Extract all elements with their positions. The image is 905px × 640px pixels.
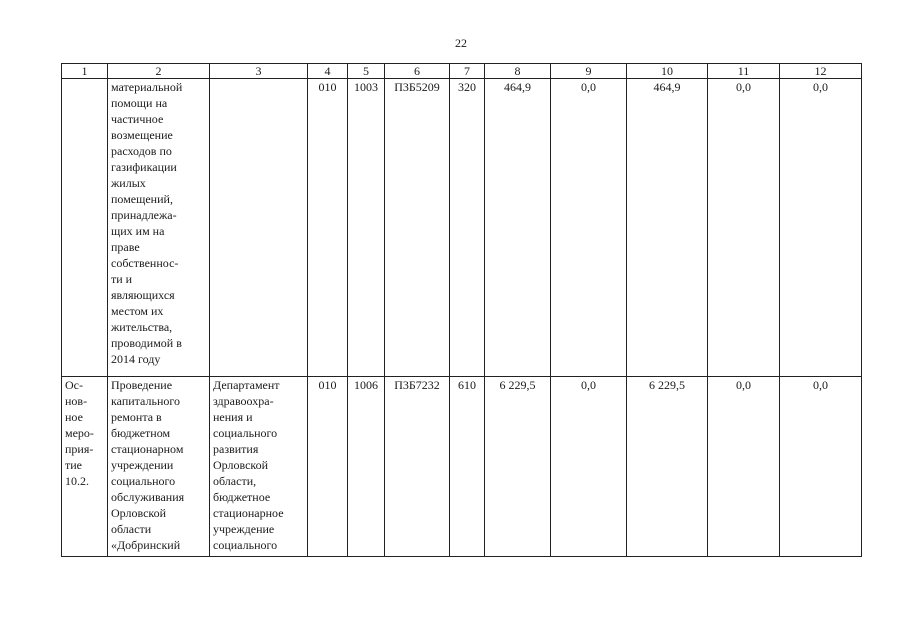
row1-rzpr: 1003 [348, 79, 385, 377]
col-header-8: 8 [485, 64, 551, 79]
col-header-12: 12 [780, 64, 862, 79]
col-header-1: 1 [62, 64, 108, 79]
row2-total: 6 229,5 [485, 377, 551, 557]
row1-activity-code [62, 79, 108, 377]
page-number: 22 [455, 36, 467, 50]
row1-col10: 464,9 [627, 79, 708, 377]
budget-table [61, 63, 862, 557]
col-header-5: 5 [348, 64, 385, 79]
row2-col12: 0,0 [780, 377, 862, 557]
row2-activity-name: Проведение капитального ремонта в бюджетном стационарном учреждении социального обслуживания Орловской области «Добринский [108, 377, 210, 557]
table-row [62, 79, 862, 377]
row2-vr: 610 [450, 377, 485, 557]
row2-col11: 0,0 [708, 377, 780, 557]
row2-rzpr: 1006 [348, 377, 385, 557]
row1-total: 464,9 [485, 79, 551, 377]
col-header-2: 2 [108, 64, 210, 79]
col-header-10: 10 [627, 64, 708, 79]
row2-col9: 0,0 [551, 377, 627, 557]
row1-csr: П3Б5209 [385, 79, 450, 377]
row1-grbs: 010 [308, 79, 348, 377]
col-header-3: 3 [210, 64, 308, 79]
row1-activity-name: материальной помощи на частичное возмещение расходов по газификации жилых помещений, принадлежа- щих им на праве собственнос- ти и являющихся местом их жительства, проводимой в 2014 году [108, 79, 210, 377]
col-header-7: 7 [450, 64, 485, 79]
col-header-11: 11 [708, 64, 780, 79]
col-header-6: 6 [385, 64, 450, 79]
row2-col10: 6 229,5 [627, 377, 708, 557]
row2-activity-code: Ос- нов- ное меро- прия- тие 10.2. [62, 377, 108, 557]
row2-grbs: 010 [308, 377, 348, 557]
row1-vr: 320 [450, 79, 485, 377]
row1-col9: 0,0 [551, 79, 627, 377]
col-header-9: 9 [551, 64, 627, 79]
col-header-4: 4 [308, 64, 348, 79]
table-row [62, 377, 862, 557]
row2-executor: Департамент здравоохра- нения и социального развития Орловской области, бюджетное стационарное учреждение социального [210, 377, 308, 557]
header-row [62, 64, 862, 79]
row1-col12: 0,0 [780, 79, 862, 377]
row2-csr: П3Б7232 [385, 377, 450, 557]
row1-executor [210, 79, 308, 377]
row1-col11: 0,0 [708, 79, 780, 377]
